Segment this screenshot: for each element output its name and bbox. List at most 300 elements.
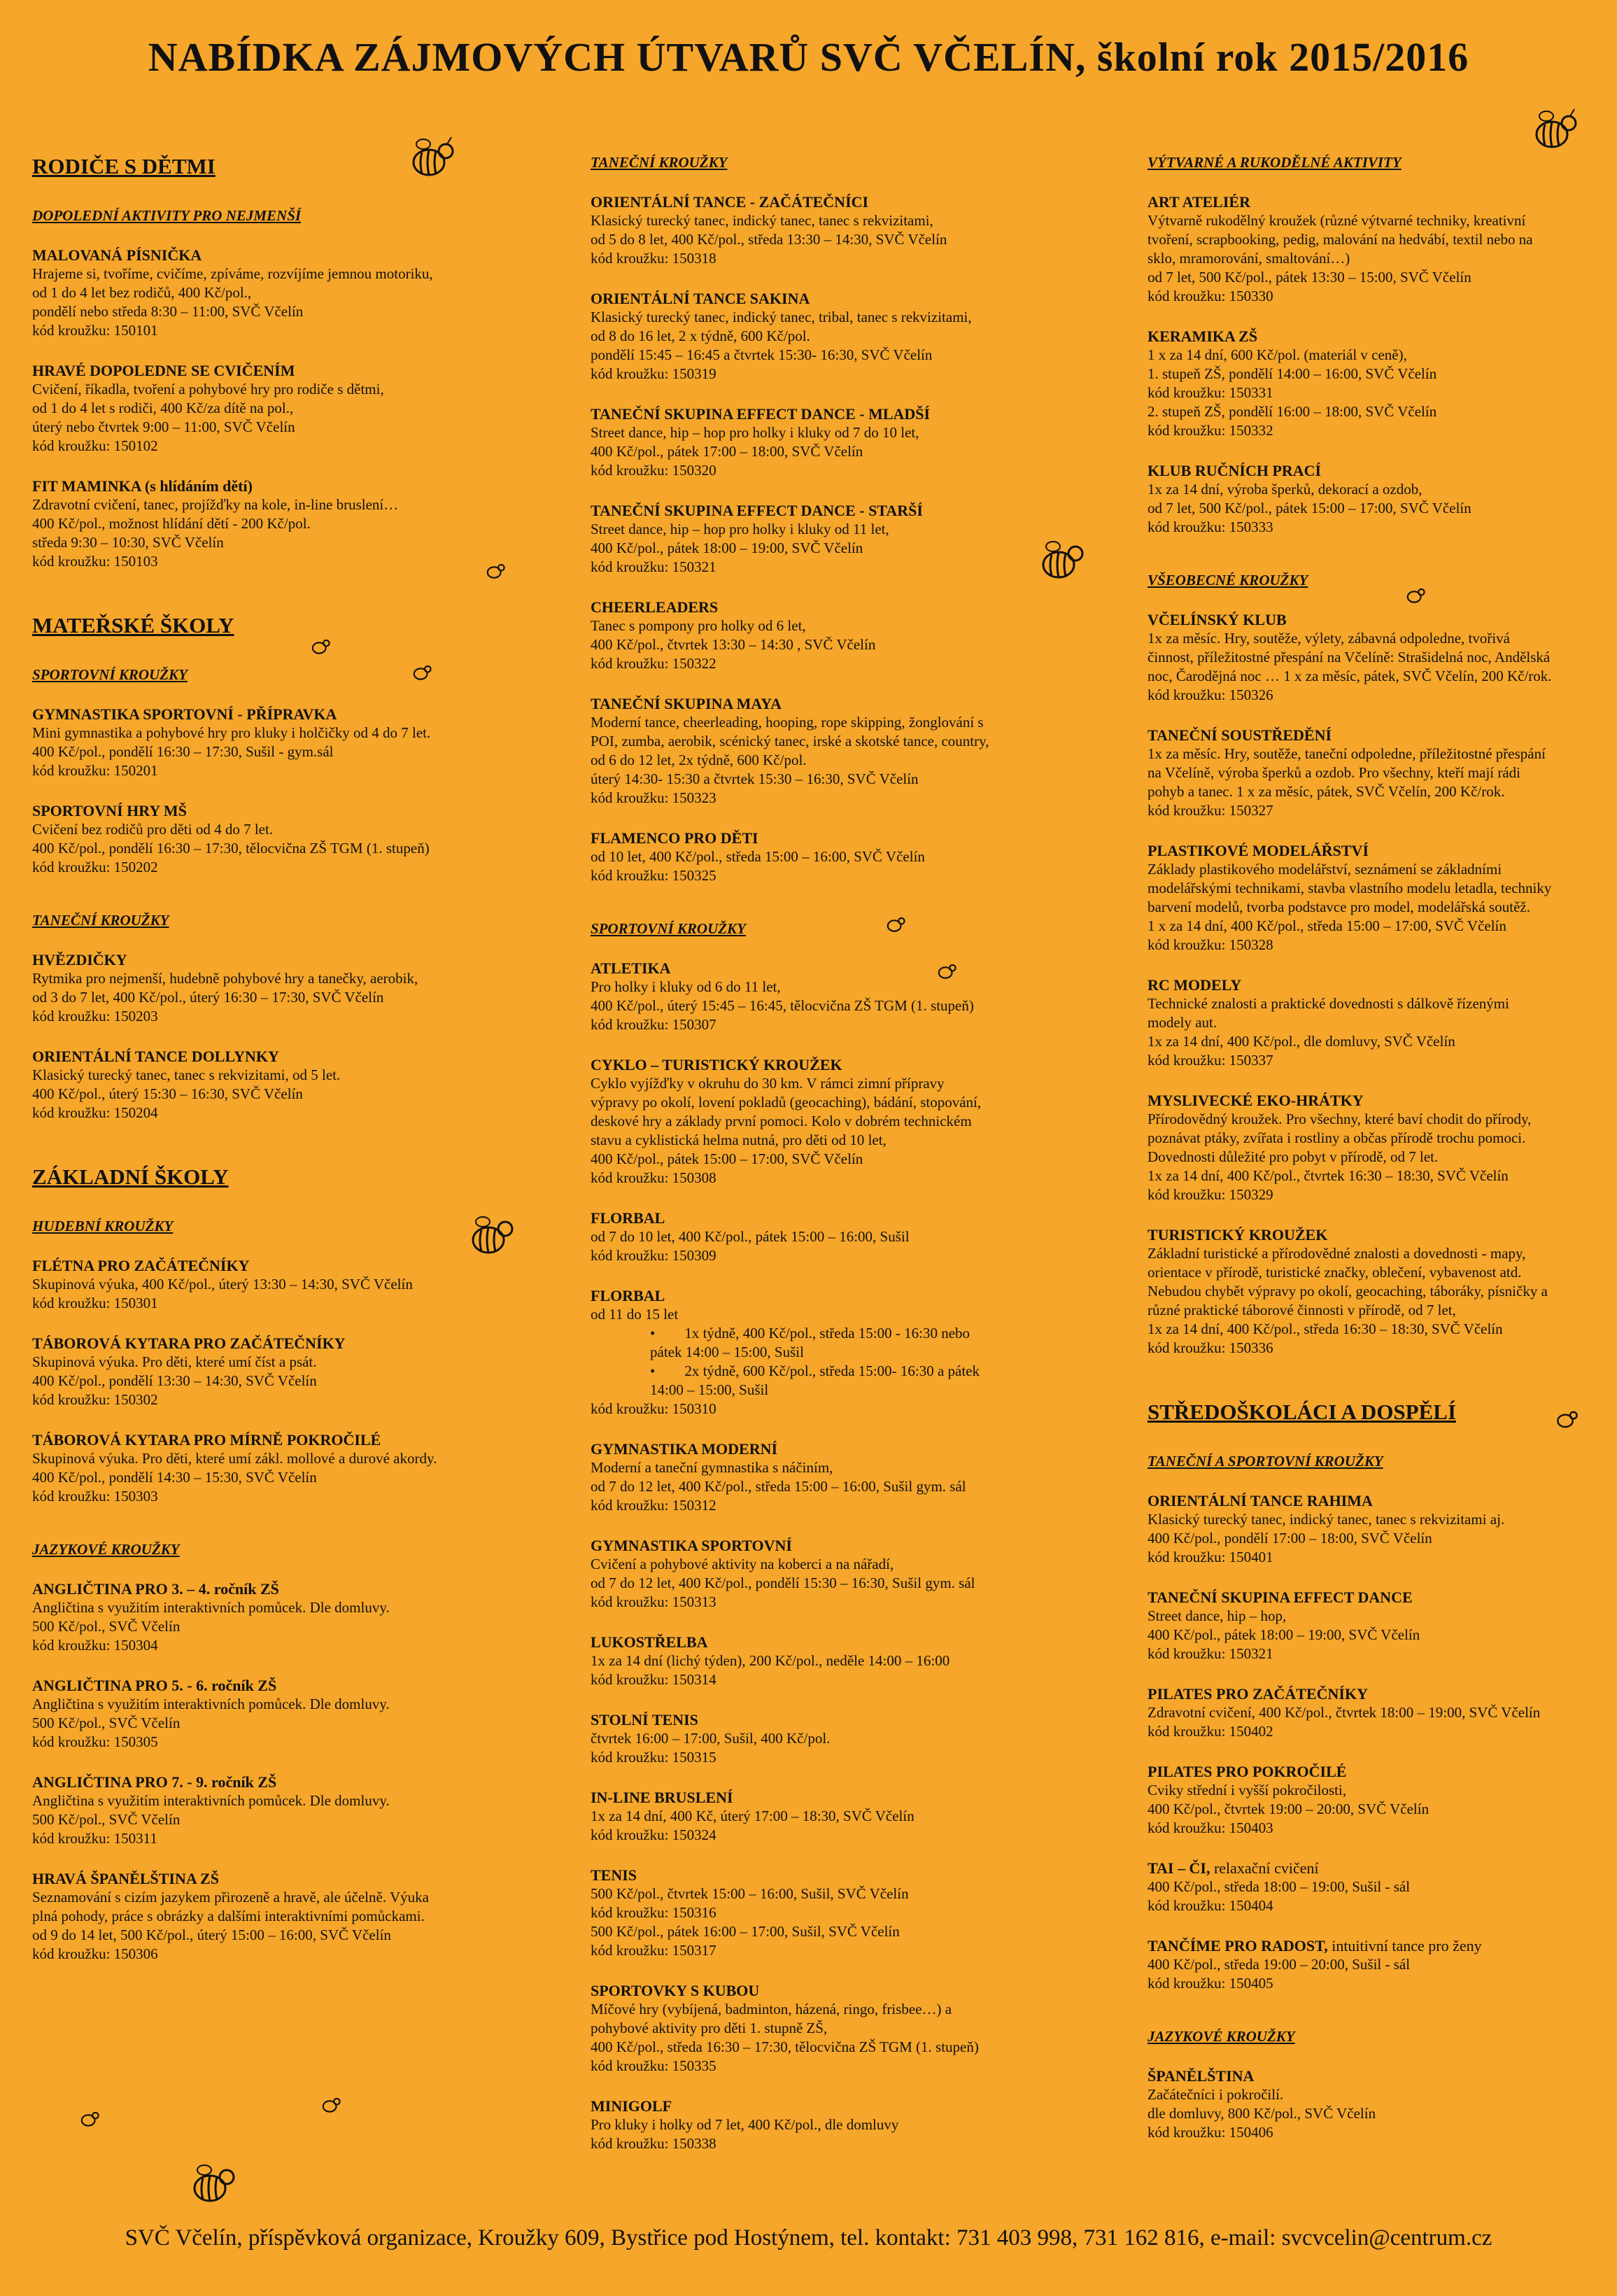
activity-name: RC MODELY — [1148, 976, 1242, 994]
activity-item — [32, 1676, 529, 1752]
activity-name: ORIENTÁLNÍ TANCE - ZAČÁTEČNÍCI — [591, 193, 869, 211]
activity-detail: barvení modelů, tvorba podstavce pro model, modelářská soutěž. — [1148, 899, 1531, 915]
activity-detail: kód kroužku: 150202 — [32, 859, 158, 875]
activity-title — [591, 192, 1087, 211]
activity-name: TANEČNÍ SOUSTŘEDĚNÍ — [1148, 726, 1332, 744]
activity-detail: plná pohody, práce s obrázky a dalšími interaktivními pomůckami. — [32, 1908, 425, 1924]
activity-title — [591, 1286, 1087, 1305]
activity-name: FLAMENCO PRO DĚTI — [591, 829, 758, 847]
activity-detail: kód kroužku: 150101 — [32, 322, 158, 339]
activity-detail: kód kroužku: 150309 — [591, 1247, 716, 1264]
activity-name: ŠPANĚLŠTINA — [1148, 2067, 1255, 2085]
activity-name: KERAMIKA ZŠ — [1148, 328, 1258, 345]
activity-name: SPORTOVKY S KUBOU — [591, 1982, 760, 1999]
activity-detail: kód kroužku: 150316 — [591, 1904, 716, 1921]
activity-detail: 400 Kč/pol., pátek 17:00 – 18:00, SVČ Včelín — [591, 443, 863, 460]
footer-contact: SVČ Včelín, příspěvková organizace, Kroužky 609, Bystřice pod Hostýnem, tel. kontakt: 731 403 998, 731 162 816, e-mail: svcvcelin@centrum.cz — [125, 2225, 1492, 2251]
activity-item — [591, 1866, 1087, 1960]
activity-detail: pohybové aktivity pro děti 1. stupně ZŠ, — [591, 2020, 828, 2036]
activity-name: TANEČNÍ SKUPINA EFFECT DANCE — [1148, 1589, 1413, 1606]
activity-title — [32, 1430, 529, 1449]
activity-title — [1148, 192, 1606, 211]
activity-name: PLASTIKOVÉ MODELÁŘSTVÍ — [1148, 842, 1369, 859]
bullet-detail: pátek 14:00 – 15:00, Sušil — [650, 1344, 804, 1360]
bullet-detail: • 1x týdně, 400 Kč/pol., středa 15:00 - 16:30 nebo — [650, 1325, 970, 1341]
activity-name: MINIGOLF — [591, 2097, 672, 2115]
activity-detail: kód kroužku: 150315 — [591, 1749, 716, 1766]
activity-detail: Skupinová výuka. Pro děti, které umí zákl. mollové a durové akordy. — [32, 1450, 437, 1467]
activity-name: TURISTICKÝ KROUŽEK — [1148, 1226, 1328, 1244]
activity-detail: kód kroužku: 150317 — [591, 1942, 716, 1959]
activity-title — [32, 1869, 529, 1888]
activity-detail: deskové hry a základy první pomoci. Kolo v dobrém technickém — [591, 1113, 972, 1129]
activity-title — [591, 1788, 1087, 1807]
activity-detail: Zdravotní cvičení, 400 Kč/pol., čtvrtek 18:00 – 19:00, SVČ Včelín — [1148, 1704, 1541, 1721]
activity-detail: kód kroužku: 150321 — [1148, 1645, 1273, 1662]
category-heading: DOPOLEDNÍ AKTIVITY PRO NEJMENŠÍ — [32, 207, 302, 224]
activity-detail: 1x za měsíc. Hry, soutěže, taneční odpoledne, příležitostné přespání — [1148, 745, 1546, 762]
activity-detail: pohyb a tanec. 1 x za měsíc, pátek, SVČ Včelín, 200 Kč/rok. — [1148, 783, 1505, 800]
bee-icon — [308, 635, 332, 656]
activity-detail: kód kroužku: 150326 — [1148, 686, 1273, 703]
activity-item — [1148, 2066, 1606, 2142]
bee-icon — [318, 2094, 342, 2115]
activity-title — [591, 598, 1087, 617]
activity-detail: 1. stupeň ZŠ, pondělí 14:00 – 16:00, SVČ Včelín — [1148, 365, 1437, 382]
activity-detail: kód kroužku: 150402 — [1148, 1723, 1273, 1740]
activity-item — [32, 1430, 529, 1506]
activity-name: ORIENTÁLNÍ TANCE SAKINA — [591, 290, 810, 307]
activity-detail: kód kroužku: 150204 — [32, 1104, 158, 1121]
activity-title — [591, 959, 1087, 978]
activity-title — [32, 1334, 529, 1353]
activity-detail: 1 x za 14 dní, 600 Kč/pol. (materiál v ceně), — [1148, 346, 1407, 363]
section-heading: STŘEDOŠKOLÁCI A DOSPĚLÍ — [1148, 1400, 1457, 1424]
activity-title — [1148, 1936, 1606, 1955]
activity-title — [1148, 327, 1606, 346]
bee-icon — [183, 2159, 239, 2208]
activity-title — [1148, 841, 1606, 860]
activity-detail: kód kroužku: 150335 — [591, 2057, 716, 2074]
activity-detail: kód kroužku: 150406 — [1148, 2124, 1273, 2141]
activity-name: ANGLIČTINA PRO 3. – 4. ročník ZŠ — [32, 1580, 279, 1598]
activity-title — [591, 1536, 1087, 1555]
activity-item — [32, 1579, 529, 1655]
activity-detail: kód kroužku: 150338 — [591, 2135, 716, 2152]
activity-item — [1148, 327, 1606, 440]
activity-detail: 400 Kč/pol., možnost hlídání dětí - 200 Kč/pol. — [32, 515, 311, 532]
activity-title — [591, 1055, 1087, 1074]
activity-detail: kód kroužku: 150313 — [591, 1593, 716, 1610]
category-heading: TANEČNÍ KROUŽKY — [32, 912, 169, 929]
activity-detail: kód kroužku: 150321 — [591, 558, 716, 575]
activity-detail: kód kroužku: 150306 — [32, 1945, 158, 1962]
activity-name: TANEČNÍ SKUPINA EFFECT DANCE - MLADŠÍ — [591, 405, 931, 423]
activity-name: PILATES PRO ZAČÁTEČNÍKY — [1148, 1685, 1368, 1703]
activity-detail: kód kroužku: 150303 — [32, 1488, 158, 1505]
activity-title — [591, 1633, 1087, 1651]
activity-name: TAI – ČI, — [1148, 1859, 1210, 1877]
activity-detail: výpravy po okolí, lovení pokladů (geocaching), bádání, stopování, — [591, 1094, 982, 1111]
activity-detail: kód kroužku: 150308 — [591, 1169, 716, 1186]
activity-detail: kód kroužku: 150319 — [591, 365, 716, 382]
bee-icon — [409, 661, 433, 682]
activity-title — [32, 950, 529, 969]
activity-detail: orientace v přírodě, turistické značky, oblečení, vybavenost atd. — [1148, 1264, 1522, 1281]
activity-detail: na Včelíně, výroba šperků a ozdob. Pro všechny, kteří mají rádi — [1148, 764, 1521, 781]
activity-item — [32, 705, 529, 780]
activity-detail: noc, Čarodějná noc … 1 x za měsíc, pátek, SVČ Včelín, 200 Kč/rok. — [1148, 668, 1552, 684]
activity-subtitle: relaxační cvičení — [1210, 1859, 1319, 1877]
activity-detail: 400 Kč/pol., pátek 15:00 – 17:00, SVČ Včelín — [591, 1150, 863, 1167]
activity-detail: od 7 do 12 let, 400 Kč/pol., středa 15:00 – 16:00, Sušil gym. sál — [591, 1478, 966, 1495]
category-heading: SPORTOVNÍ KROUŽKY — [591, 920, 746, 937]
activity-title — [591, 1981, 1087, 2000]
activity-name: GYMNASTIKA SPORTOVNÍ — [591, 1537, 792, 1554]
activity-name: FIT MAMINKA (s hlídáním dětí) — [32, 477, 253, 495]
activity-detail: 400 Kč/pol., středa 18:00 – 19:00, Sušil - sál — [1148, 1878, 1411, 1895]
activity-detail: Cvičení, říkadla, tvoření a pohybové hry pro rodiče s dětmi, — [32, 381, 384, 397]
activity-detail: kód kroužku: 150333 — [1148, 519, 1273, 535]
activity-title — [32, 477, 529, 495]
activity-name: FLÉTNA PRO ZAČÁTEČNÍKY — [32, 1257, 250, 1274]
column-1 — [32, 154, 529, 1985]
activity-name: ATLETIKA — [591, 959, 671, 977]
column-2 — [591, 154, 1087, 2174]
activity-item — [591, 694, 1087, 808]
activity-name: MYSLIVECKÉ EKO-HRÁTKY — [1148, 1092, 1364, 1109]
activity-title — [1148, 1684, 1606, 1703]
activity-name: ANGLIČTINA PRO 5. - 6. ročník ZŠ — [32, 1677, 277, 1694]
activity-detail: Klasický turecký tanec, tanec s rekvizitami, od 5 let. — [32, 1066, 341, 1083]
activity-detail: kód kroužku: 150301 — [32, 1295, 158, 1311]
activity-detail: Hrajeme si, tvoříme, cvičíme, zpíváme, rozvíjíme jemnou motoriku, — [32, 265, 433, 282]
activity-detail: Klasický turecký tanec, indický tanec, tanec s rekvizitami, — [591, 212, 933, 229]
category-heading: VÝTVARNÉ A RUKODĚLNÉ AKTIVITY — [1148, 154, 1401, 171]
activity-detail: Začátečníci i pokročilí. — [1148, 2086, 1284, 2103]
activity-detail: od 10 let, 400 Kč/pol., středa 15:00 – 16:00, SVČ Včelín — [591, 848, 925, 865]
activity-item — [1148, 1859, 1606, 1915]
bullet-detail: 14:00 – 15:00, Sušil — [650, 1381, 769, 1398]
activity-title — [591, 501, 1087, 520]
activity-item — [1148, 461, 1606, 537]
activity-title — [591, 694, 1087, 713]
activity-item — [1148, 1491, 1606, 1567]
activity-detail: 400 Kč/pol., úterý 15:45 – 16:45, tělocvična ZŠ TGM (1. stupeň) — [591, 997, 974, 1014]
section-heading: MATEŘSKÉ ŠKOLY — [32, 613, 234, 638]
category-heading: TANEČNÍ A SPORTOVNÍ KROUŽKY — [1148, 1453, 1383, 1470]
activity-item — [1148, 610, 1606, 705]
activity-detail: tvoření, scrapbooking, pedig, malování na hedvábí, textil nebo na — [1148, 231, 1533, 248]
activity-detail: kód kroužku: 150324 — [591, 1826, 716, 1843]
activity-name: STOLNÍ TENIS — [591, 1711, 698, 1728]
activity-name: HRAVÁ ŠPANĚLŠTINA ZŠ — [32, 1870, 219, 1887]
activity-detail: 2. stupeň ZŠ, pondělí 16:00 – 18:00, SVČ Včelín — [1148, 403, 1437, 420]
activity-item — [591, 404, 1087, 480]
activity-name: MALOVANÁ PÍSNIČKA — [32, 246, 202, 264]
activity-name: LUKOSTŘELBA — [591, 1633, 708, 1651]
activity-detail: Angličtina s využitím interaktivních pomůcek. Dle domluvy. — [32, 1792, 390, 1809]
activity-detail: 400 Kč/pol., středa 16:30 – 17:30, tělocvična ZŠ TGM (1. stupeň) — [591, 2038, 979, 2055]
activity-detail: 1x za 14 dní, 400 Kč, úterý 17:00 – 18:30, SVČ Včelín — [591, 1808, 915, 1824]
activity-detail: Zdravotní cvičení, tanec, projížďky na kole, in-line bruslení… — [32, 496, 399, 513]
bee-icon — [1552, 1407, 1580, 1430]
activity-detail: 1x za 14 dní, výroba šperků, dekorací a ozdob, — [1148, 481, 1422, 498]
activity-detail: od 8 do 16 let, 2 x týdně, 600 Kč/pol. — [591, 328, 810, 344]
activity-title — [591, 1866, 1087, 1885]
activity-detail: 500 Kč/pol., SVČ Včelín — [32, 1811, 181, 1828]
activity-detail: od 3 do 7 let, 400 Kč/pol., úterý 16:30 – 17:30, SVČ Včelín — [32, 989, 384, 1006]
activity-detail: Cviky střední i vyšší pokročilosti, — [1148, 1782, 1347, 1798]
activity-name: TANČÍME PRO RADOST, — [1148, 1937, 1328, 1955]
activity-detail: 400 Kč/pol., pondělí 17:00 – 18:00, SVČ Včelín — [1148, 1530, 1432, 1547]
activity-detail: kód kroužku: 150328 — [1148, 936, 1273, 953]
activity-detail: Street dance, hip – hop, — [1148, 1607, 1287, 1624]
activity-item — [591, 1209, 1087, 1265]
activity-name: TÁBOROVÁ KYTARA PRO MÍRNĚ POKROČILÉ — [32, 1431, 381, 1449]
activity-detail: 400 Kč/pol., čtvrtek 13:30 – 14:30 , SVČ Včelín — [591, 636, 876, 653]
activity-detail: Moderní a taneční gymnastika s náčiním, — [591, 1459, 833, 1476]
activity-detail: kód kroužku: 150103 — [32, 553, 158, 570]
category-heading: VŠEOBECNÉ KROUŽKY — [1148, 572, 1308, 589]
bee-icon — [1525, 105, 1581, 154]
activity-title — [591, 1710, 1087, 1729]
activity-name: CHEERLEADERS — [591, 598, 719, 616]
activity-detail: Dovednosti důležité pro pobyt v přírodě, od 7 let. — [1148, 1148, 1439, 1165]
activity-name: HVĚZDIČKY — [32, 951, 127, 969]
activity-detail: kód kroužku: 150337 — [1148, 1052, 1273, 1069]
activity-name: HRAVÉ DOPOLEDNE SE CVIČENÍM — [32, 362, 295, 379]
activity-item — [32, 1773, 529, 1848]
activity-detail: kód kroužku: 150311 — [32, 1830, 157, 1847]
activity-name: ORIENTÁLNÍ TANCE DOLLYNKY — [32, 1048, 279, 1065]
activity-item — [32, 1047, 529, 1122]
activity-name: PILATES PRO POKROČILÉ — [1148, 1763, 1347, 1780]
activity-detail: 400 Kč/pol., pondělí 16:30 – 17:30, Sušil - gym.sál — [32, 743, 334, 760]
activity-title — [32, 1676, 529, 1695]
activity-detail: 1 x za 14 dní, 400 Kč/pol., středa 15:00 – 17:00, SVČ Včelín — [1148, 917, 1506, 934]
activity-detail: od 7 let, 500 Kč/pol., pátek 15:00 – 17:00, SVČ Včelín — [1148, 500, 1471, 516]
activity-detail: Klasický turecký tanec, indický tanec, tanec s rekvizitami aj. — [1148, 1511, 1505, 1528]
category-heading: HUDEBNÍ KROUŽKY — [32, 1218, 174, 1234]
activity-detail: stavu a cyklistická helma nutná, pro děti od 10 let, — [591, 1132, 887, 1148]
activity-detail: Cvičení a pohybové aktivity na koberci a na nářadí, — [591, 1556, 894, 1572]
activity-item — [591, 1710, 1087, 1767]
activity-name: GYMNASTIKA MODERNÍ — [591, 1440, 778, 1458]
activity-name: SPORTOVNÍ HRY MŠ — [32, 802, 187, 819]
activity-detail: Moderní tance, cheerleading, hooping, rope skipping, žonglování s — [591, 714, 984, 731]
bee-icon — [77, 2108, 101, 2129]
activity-title — [1148, 2066, 1606, 2085]
activity-detail: sklo, mramorování, smaltování…) — [1148, 250, 1350, 267]
activity-detail: kód kroužku: 150329 — [1148, 1186, 1273, 1203]
activity-detail: 400 Kč/pol., pondělí 13:30 – 14:30, SVČ Včelín — [32, 1372, 317, 1389]
activity-name: IN-LINE BRUSLENÍ — [591, 1789, 733, 1806]
activity-detail: kód kroužku: 150201 — [32, 762, 158, 779]
activity-title — [32, 801, 529, 820]
bee-icon — [483, 560, 507, 581]
activity-name: TANEČNÍ SKUPINA EFFECT DANCE - STARŠÍ — [591, 502, 923, 519]
activity-detail: pondělí nebo středa 8:30 – 11:00, SVČ Včelín — [32, 303, 304, 320]
activity-detail: od 5 do 8 let, 400 Kč/pol., středa 13:30 – 14:30, SVČ Včelín — [591, 231, 947, 248]
activity-detail: kód kroužku: 150318 — [591, 250, 716, 267]
activity-detail: 500 Kč/pol., čtvrtek 15:00 – 16:00, Sušil, SVČ Včelín — [591, 1885, 909, 1902]
category-heading: JAZYKOVÉ KROUŽKY — [1148, 2028, 1295, 2045]
activity-item — [591, 289, 1087, 383]
activity-detail: Míčové hry (vybíjená, badminton, házená, ringo, frisbee…) a — [591, 2001, 952, 2017]
activity-title — [1148, 1588, 1606, 1607]
activity-detail: kód kroužku: 150403 — [1148, 1819, 1273, 1836]
activity-name: VČELÍNSKÝ KLUB — [1148, 611, 1287, 628]
bee-icon — [402, 133, 458, 182]
activity-detail: modely aut. — [1148, 1014, 1217, 1031]
activity-item — [1148, 1762, 1606, 1838]
activity-detail: středa 9:30 – 10:30, SVČ Včelín — [32, 534, 224, 551]
activity-detail: Cvičení bez rodičů pro děti od 4 do 7 let. — [32, 821, 274, 838]
activity-detail: od 1 do 4 let bez rodičů, 400 Kč/pol., — [32, 284, 252, 301]
activity-detail: kód kroužku: 150405 — [1148, 1975, 1273, 1992]
bee-icon — [1403, 584, 1427, 605]
activity-item — [591, 959, 1087, 1034]
activity-detail: od 6 do 12 let, 2x týdně, 600 Kč/pol. — [591, 752, 807, 768]
activity-detail: kód kroužku: 150332 — [1148, 422, 1273, 439]
activity-detail: Tanec s pompony pro holky od 6 let, — [591, 617, 806, 634]
activity-detail: 400 Kč/pol., pondělí 16:30 – 17:30, tělocvična ZŠ TGM (1. stupeň) — [32, 840, 430, 857]
activity-detail: Přírodovědný kroužek. Pro všechny, které baví chodit do přírody, — [1148, 1111, 1532, 1127]
activity-title — [1148, 461, 1606, 480]
activity-detail: 500 Kč/pol., SVČ Včelín — [32, 1714, 181, 1731]
activity-title — [1148, 1091, 1606, 1110]
activity-item — [1148, 976, 1606, 1070]
activity-detail: 400 Kč/pol., čtvrtek 19:00 – 20:00, SVČ Včelín — [1148, 1801, 1429, 1817]
activity-name: ANGLIČTINA PRO 7. - 9. ročník ZŠ — [32, 1773, 277, 1791]
activity-detail: Cyklo vyjížďky v okruhu do 30 km. V rámci zimní přípravy — [591, 1075, 945, 1092]
activity-detail: od 11 do 15 let — [591, 1306, 679, 1323]
activity-detail: Rytmika pro nejmenší, hudebně pohybové hry a tanečky, aerobik, — [32, 970, 418, 987]
activity-title — [1148, 610, 1606, 629]
bee-icon — [1032, 535, 1088, 584]
activity-detail: Klasický turecký tanec, indický tanec, tribal, tanec s rekvizitami, — [591, 309, 972, 325]
activity-detail: kód kroužku: 150320 — [591, 462, 716, 479]
activity-detail: úterý 14:30- 15:30 a čtvrtek 15:30 – 16:30, SVČ Včelín — [591, 770, 919, 787]
activity-detail: od 9 do 14 let, 500 Kč/pol., úterý 15:00 – 16:00, SVČ Včelín — [32, 1927, 391, 1943]
activity-detail: dle domluvy, 800 Kč/pol., SVČ Včelín — [1148, 2105, 1376, 2122]
activity-item — [591, 1633, 1087, 1689]
activity-detail: od 7 do 12 let, 400 Kč/pol., pondělí 15:30 – 16:30, Sušil gym. sál — [591, 1575, 975, 1591]
activity-detail: 1x za 14 dní, 400 Kč/pol., dle domluvy, SVČ Včelín — [1148, 1033, 1455, 1050]
activity-item — [1148, 726, 1606, 820]
activity-detail: Pro kluky i holky od 7 let, 400 Kč/pol., dle domluvy — [591, 2116, 899, 2133]
activity-item — [591, 2097, 1087, 2153]
activity-title — [32, 1256, 529, 1275]
activity-name: ART ATELIÉR — [1148, 193, 1250, 211]
activity-name: KLUB RUČNÍCH PRACÍ — [1148, 462, 1322, 479]
activity-detail: 1x za 14 dní, 400 Kč/pol., čtvrtek 16:30 – 18:30, SVČ Včelín — [1148, 1167, 1509, 1184]
activity-title — [591, 289, 1087, 308]
bee-icon — [934, 960, 958, 981]
activity-title — [591, 1209, 1087, 1227]
activity-item — [591, 192, 1087, 268]
category-heading: SPORTOVNÍ KROUŽKY — [32, 666, 188, 683]
activity-item — [1148, 1091, 1606, 1204]
bullet-detail: • 2x týdně, 600 Kč/pol., středa 15:00- 16:30 a pátek — [650, 1362, 980, 1379]
activity-detail: Skupinová výuka. Pro děti, které umí číst a psát. — [32, 1353, 317, 1370]
section-heading: ZÁKLADNÍ ŠKOLY — [32, 1164, 229, 1189]
bee-icon — [462, 1211, 518, 1260]
activity-name: FLORBAL — [591, 1209, 665, 1227]
activity-detail: Technické znalosti a praktické dovednosti s dálkově řízenými — [1148, 995, 1509, 1012]
activity-detail: kód kroužku: 150331 — [1148, 384, 1273, 401]
activity-item — [591, 501, 1087, 577]
activity-detail: 500 Kč/pol., pátek 16:00 – 17:00, Sušil, SVČ Včelín — [591, 1923, 900, 1940]
activity-detail: od 7 let, 500 Kč/pol., pátek 13:30 – 15:00, SVČ Včelín — [1148, 269, 1471, 286]
activity-detail: činnost, příležitostné přespání na Včelíně: Strašidelná noc, Andělská — [1148, 649, 1551, 665]
activity-detail: kód kroužku: 150323 — [591, 789, 716, 806]
activity-detail: 400 Kč/pol., úterý 15:30 – 16:30, SVČ Včelín — [32, 1085, 303, 1102]
activity-item — [1148, 1225, 1606, 1358]
activity-detail: kód kroužku: 150310 — [591, 1400, 716, 1417]
activity-detail: různé praktické táborové činnosti v přírodě, od 7 let, — [1148, 1302, 1456, 1318]
activity-subtitle: intuitivní tance pro ženy — [1327, 1937, 1482, 1955]
activity-item — [32, 950, 529, 1026]
activity-detail: kód kroužku: 150304 — [32, 1637, 158, 1654]
activity-name: TANEČNÍ SKUPINA MAYA — [591, 695, 782, 712]
activity-detail: Základy plastikového modelářství, seznámení se základními — [1148, 861, 1502, 878]
activity-title — [591, 2097, 1087, 2115]
activity-title — [591, 829, 1087, 847]
activity-detail: 1x za 14 dní (lichý týden), 200 Kč/pol., neděle 14:00 – 16:00 — [591, 1652, 950, 1669]
activity-title — [591, 404, 1087, 423]
activity-item — [591, 1286, 1087, 1418]
activity-item — [1148, 841, 1606, 955]
activity-detail: 500 Kč/pol., SVČ Včelín — [32, 1618, 181, 1635]
activity-detail: Základní turistické a přírodovědné znalosti a dovednosti - mapy, — [1148, 1245, 1526, 1262]
activity-title — [1148, 1762, 1606, 1781]
activity-name: GYMNASTIKA SPORTOVNÍ - PŘÍPRAVKA — [32, 705, 337, 723]
activity-detail: poznávat ptáky, zvířata i rostliny a občas přírodě trochu pomoci. — [1148, 1129, 1526, 1146]
activity-detail: Angličtina s využitím interaktivních pomůcek. Dle domluvy. — [32, 1599, 390, 1616]
activity-detail: kód kroužku: 150307 — [591, 1016, 716, 1033]
activity-detail: od 7 do 10 let, 400 Kč/pol., pátek 15:00 – 16:00, Sušil — [591, 1228, 910, 1245]
activity-name: CYKLO – TURISTICKÝ KROUŽEK — [591, 1056, 842, 1073]
activity-detail: 1x za měsíc. Hry, soutěže, výlety, zábavná odpoledne, tvořivá — [1148, 630, 1511, 647]
activity-detail: pondělí 15:45 – 16:45 a čtvrtek 15:30- 16:30, SVČ Včelín — [591, 346, 933, 363]
activity-name: FLORBAL — [591, 1287, 665, 1304]
activity-item — [591, 1055, 1087, 1188]
activity-detail: od 1 do 4 let s rodiči, 400 Kč/za dítě na pol., — [32, 400, 294, 416]
column-3 — [1148, 154, 1606, 2163]
activity-detail: úterý nebo čtvrtek 9:00 – 11:00, SVČ Včelín — [32, 418, 295, 435]
activity-title — [1148, 976, 1606, 994]
activity-detail: Street dance, hip – hop pro holky i kluky od 11 let, — [591, 521, 889, 537]
activity-detail: kód kroužku: 150312 — [591, 1497, 716, 1514]
activity-detail: kód kroužku: 150330 — [1148, 288, 1273, 304]
activity-detail: kód kroužku: 150305 — [32, 1733, 158, 1750]
activity-detail: Pro holky i kluky od 6 do 11 let, — [591, 978, 781, 995]
activity-detail: kód kroužku: 150404 — [1148, 1897, 1273, 1914]
activity-title — [1148, 726, 1606, 745]
activity-name: TÁBOROVÁ KYTARA PRO ZAČÁTEČNÍKY — [32, 1334, 346, 1352]
section-heading: RODIČE S DĚTMI — [32, 154, 216, 178]
activity-item — [591, 1788, 1087, 1845]
activity-detail: kód kroužku: 150325 — [591, 867, 716, 884]
activity-title — [32, 1773, 529, 1791]
activity-item — [32, 1869, 529, 1964]
activity-detail: Výtvarně rukodělný kroužek (různé výtvarné techniky, kreativní — [1148, 212, 1526, 229]
activity-detail: čtvrtek 16:00 – 17:00, Sušil, 400 Kč/pol. — [591, 1730, 831, 1747]
activity-title — [32, 1579, 529, 1598]
activity-detail: kód kroužku: 150203 — [32, 1008, 158, 1024]
